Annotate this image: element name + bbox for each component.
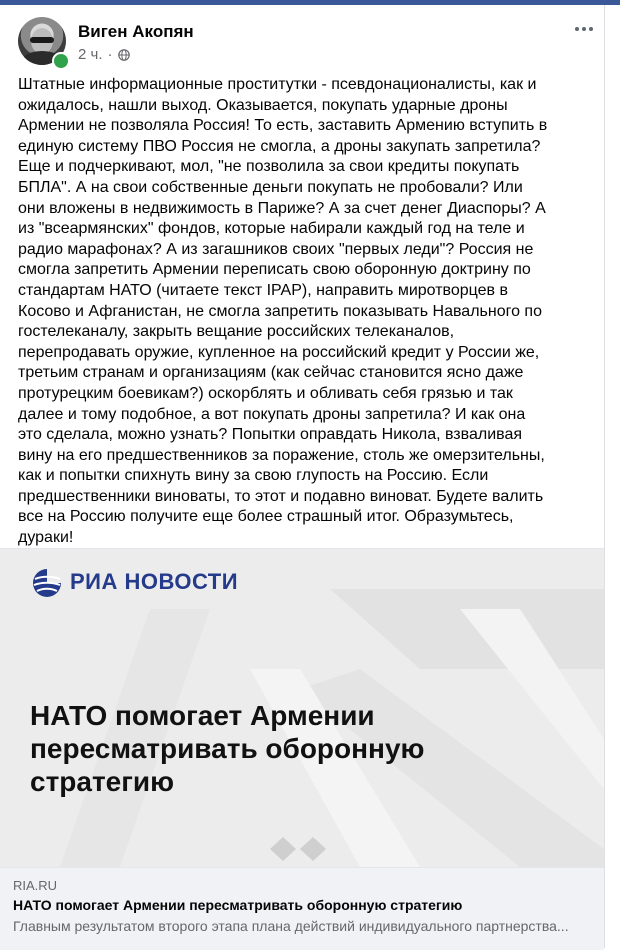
post-timestamp[interactable]: 2 ч. xyxy=(78,46,103,63)
post-text-line: дураки! xyxy=(18,529,74,547)
post-text-line: третьим странам и организациям (как сейчас становится ясно даже xyxy=(18,364,524,382)
ria-logo-text: РИА НОВОСТИ xyxy=(70,569,239,594)
avatar-glasses xyxy=(30,37,54,43)
post-text-line: единую систему ПВО Россия не смогла, а дроны закупать запретила? xyxy=(18,137,541,155)
post-header xyxy=(18,14,598,70)
post-text-line: все на Россию получите еще более страшный итог. Образумьтесь, xyxy=(18,508,514,526)
preview-headline-line: стратегию xyxy=(30,766,175,797)
post-text-line: Косово и Афганистан, не смогла запретить показывать Навального по xyxy=(18,302,542,320)
link-title[interactable]: НАТО помогает Армении пересматривать оборонную стратегию xyxy=(13,897,463,913)
post-text-line: они вложены в недвижимость в Париже? А за счет денег Диаспоры? А xyxy=(18,199,546,217)
link-preview-footer[interactable] xyxy=(0,867,604,950)
link-domain: RIA.RU xyxy=(13,878,58,893)
ria-globe-icon xyxy=(30,567,64,597)
ria-logo xyxy=(30,567,238,597)
post-text-line: БПЛА". А на свои собственные деньги покупать не пробовали? Или xyxy=(18,178,523,196)
link-description: Главным результатом второго этапа плана действий индивидуального партнерства... xyxy=(13,918,569,934)
post-text-line: гостелеканалу, закрыть вещание российских телеканалов, xyxy=(18,323,455,341)
more-dot-icon xyxy=(589,27,593,31)
author-name[interactable]: Виген Акопян xyxy=(78,22,194,41)
more-options-button[interactable] xyxy=(572,20,596,38)
post-body-text xyxy=(18,75,598,549)
post-text-line: это сделала, можно узнать? Попытки оправдать Никола, взваливая xyxy=(18,426,523,444)
post-text-line: протурецким боевикам?) оскорблять и обливать себя грязью и так xyxy=(18,384,513,402)
post-meta xyxy=(78,46,130,63)
preview-headline-line: пересматривать оборонную xyxy=(30,733,425,764)
post-text-line: ожидалось, нашли выход. Оказывается, покупать ударные дроны xyxy=(18,96,508,114)
post-text-line: Армении не позволяла Россия! То есть, заставить Армению вступить в xyxy=(18,117,548,135)
preview-headline-line: НАТО помогает Армении xyxy=(30,700,375,731)
post-text-line: далее и тому подобное, а вот покупать дроны запретила? И как она xyxy=(18,405,526,423)
online-status-indicator xyxy=(52,52,70,70)
post-text-line: стандартам НАТО (читаете текст IPAP), направить миротворцев в xyxy=(18,281,508,299)
more-dot-icon xyxy=(582,27,586,31)
link-preview-image[interactable] xyxy=(0,549,604,867)
post-text-line: предшественники виноваты, то этот и подавно виноват. Будете валить xyxy=(18,487,544,505)
post-text-line: радио марафонах? А из загашников своих "первых леди"? Россия не xyxy=(18,240,534,258)
post-text-line: перепродавать оружие, купленное на российский кредит у России же, xyxy=(18,343,540,361)
post-text-line: смогла запретить Армении переписать свою оборонную доктрину по xyxy=(18,261,531,279)
post-text-line: из "всеармянских" фондов, которые набирали каждый год на теле и xyxy=(18,220,525,238)
meta-separator: · xyxy=(107,46,113,63)
feed-post xyxy=(0,5,605,948)
post-text-line: как и попытки спихнуть вину за свою глупость на Россию. Если xyxy=(18,467,489,485)
link-preview-card[interactable] xyxy=(0,548,604,949)
post-text-line: Еще и подчеркивают, мол, "не позволила за свои кредиты покупать xyxy=(18,158,520,176)
post-text-line: вину на его предшественников за поражение, столь же омерзительны, xyxy=(18,446,545,464)
preview-headline xyxy=(30,699,500,798)
more-dot-icon xyxy=(575,27,579,31)
post-text-line: Штатные информационные проститутки - псевдонационалисты, как и xyxy=(18,76,537,93)
globe-icon[interactable] xyxy=(118,49,130,61)
